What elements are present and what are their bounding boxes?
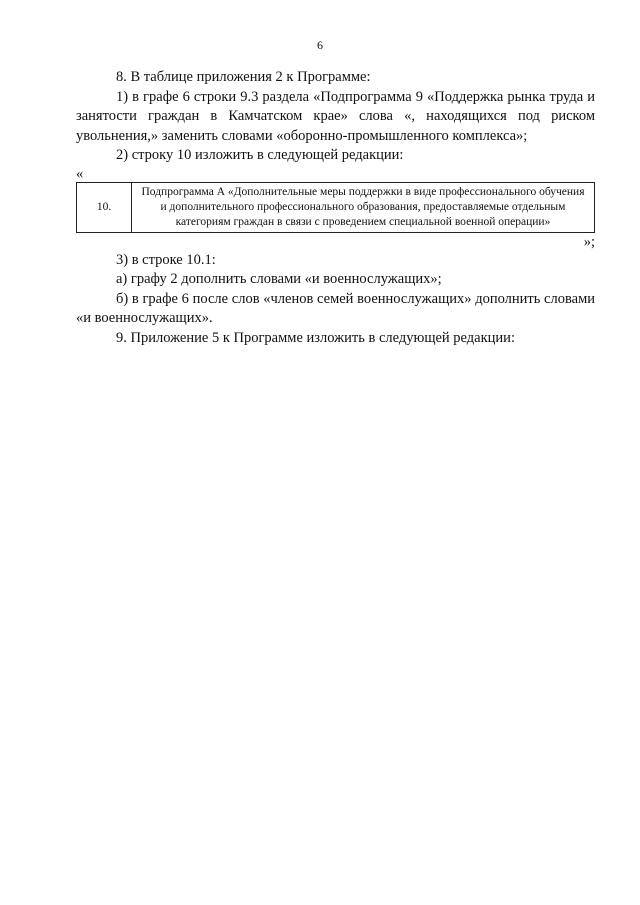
paragraph-subitem-3: 3) в строке 10.1: <box>116 251 216 268</box>
paragraph-item-9: 9. Приложение 5 к Программе изложить в следующей редакции: <box>116 329 515 346</box>
paragraph-subitem-1: 1) в графе 6 строки 9.3 раздела «Подпрограмма 9 «Поддержка рынка труда и занятости граждан в Камчатском крае» слова «, находящихся под риском увольнения,» заменить словами «оборонно-промышленного комплекса»; <box>76 88 595 144</box>
page-number: 6 <box>317 38 323 52</box>
row-number-cell: 10. <box>77 182 132 232</box>
paragraph-subitem-3a: а) графу 2 дополнить словами «и военнослужащих»; <box>116 271 442 287</box>
paragraph-subitem-3b: б) в графе 6 после слов «членов семей военнослужащих» дополнить словами «и военнослужащих». <box>76 290 595 326</box>
paragraph-item-8: 8. В таблице приложения 2 к Программе: <box>116 69 371 85</box>
opening-quote: « <box>76 165 84 182</box>
row-text-cell: Подпрограмма А «Дополнительные меры поддержки в виде профессионального обучения и дополнительного профессионального образования, предоставляемые отдельным категориям граждан в связи с проведением специальной военной операции» <box>132 182 595 232</box>
document-body <box>76 68 595 348</box>
table-row <box>77 182 595 232</box>
paragraph-subitem-2: 2) строку 10 изложить в следующей редакции: <box>116 147 404 163</box>
closing-quote: »; <box>583 233 595 250</box>
table-row-10 <box>76 182 595 233</box>
